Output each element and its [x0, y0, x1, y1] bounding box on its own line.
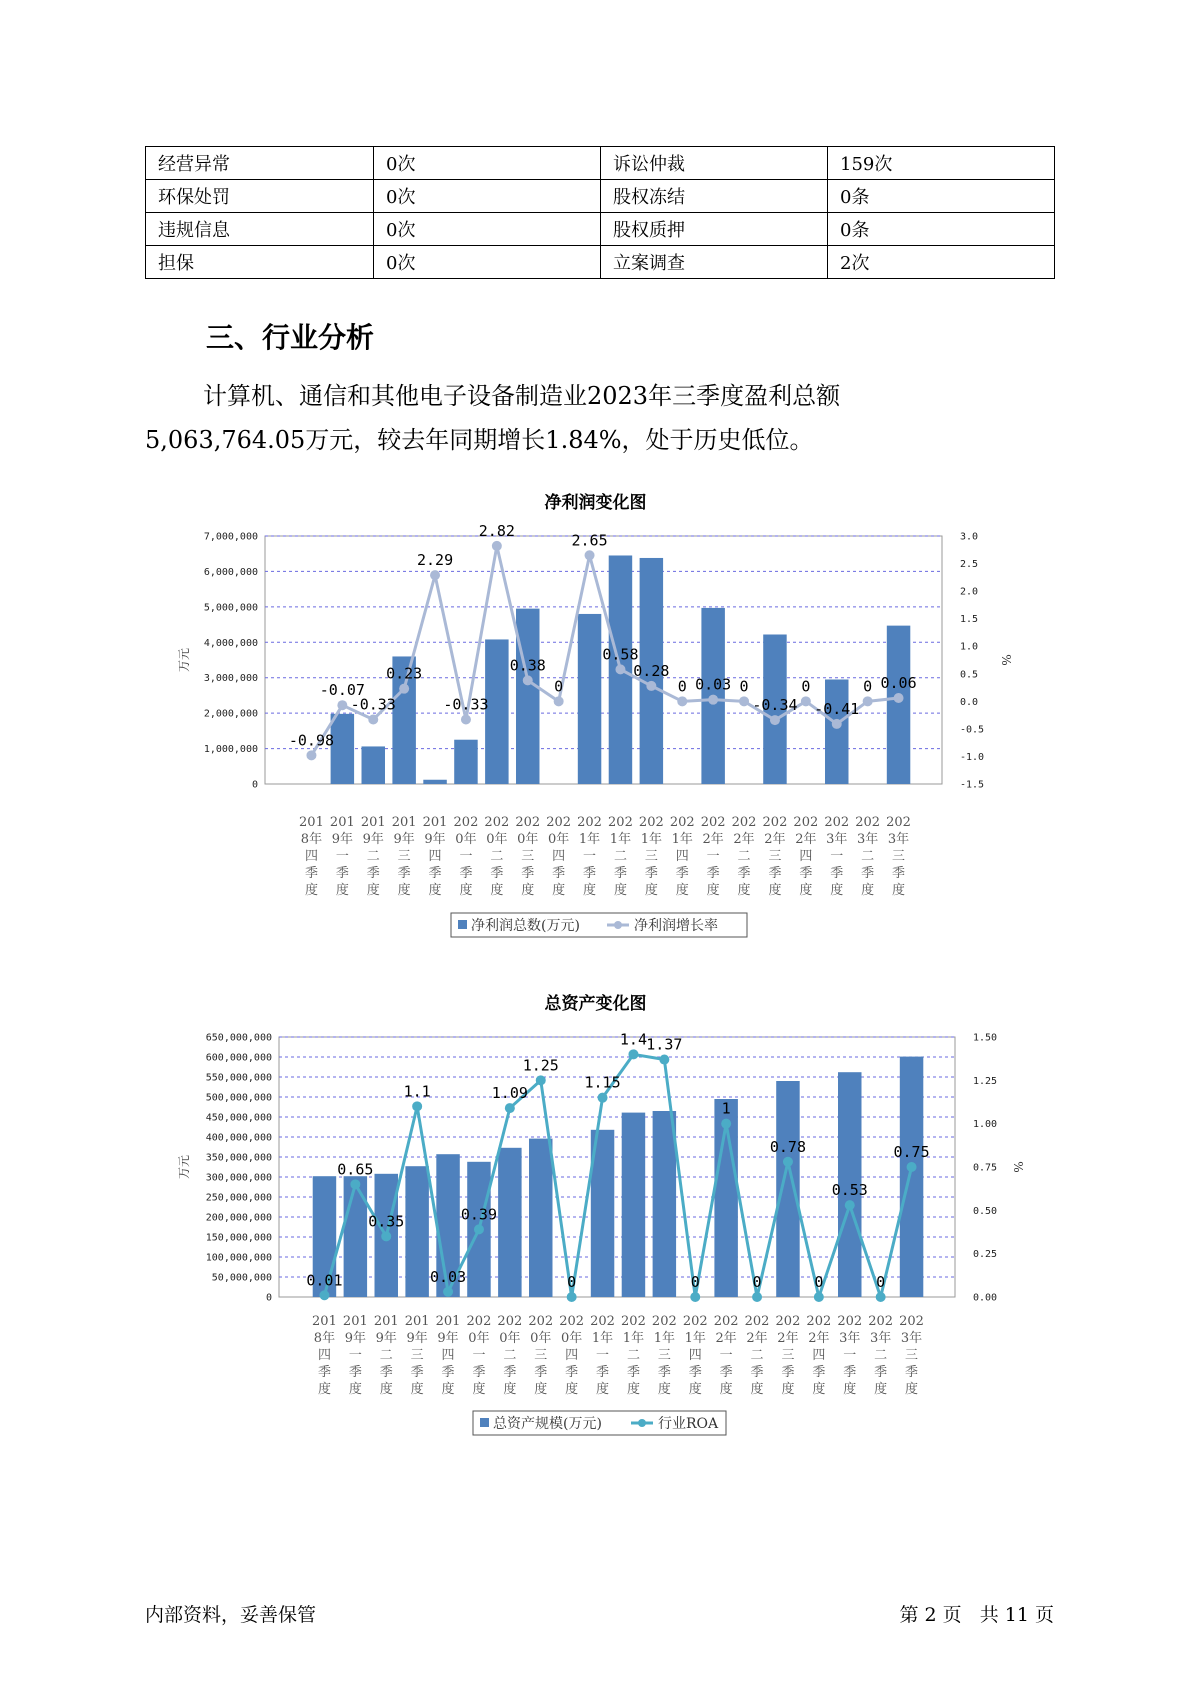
data-label: 0.53: [831, 1181, 868, 1200]
y2-tick-label: 1.00: [973, 1119, 998, 1131]
x-tick-label: 202 2年二季度: [731, 815, 757, 898]
line-point: [319, 1290, 329, 1300]
data-label: 0.03: [429, 1267, 467, 1286]
line-point: [907, 1162, 917, 1172]
y-tick-label: 250,000,000: [205, 1192, 272, 1204]
x-tick-label: 201 9年二季度: [360, 815, 386, 898]
line-point: [337, 700, 347, 710]
bar: [454, 740, 477, 784]
table-cell: 立案调查: [601, 246, 828, 279]
line-point: [801, 696, 811, 706]
x-tick-label: 202 3年三季度: [886, 815, 911, 898]
data-label: 0.58: [602, 645, 639, 664]
table-cell: 0条: [828, 213, 1055, 246]
table-row: [146, 180, 1055, 213]
data-label: 0.75: [893, 1143, 930, 1161]
table-row: [146, 246, 1055, 279]
x-tick-label: 202 0年三季度: [528, 1314, 554, 1397]
legend-bar-swatch: [458, 920, 467, 929]
bar: [485, 639, 508, 784]
y2-tick-label: 1.25: [973, 1075, 998, 1087]
table-cell: 违规信息: [146, 213, 374, 246]
legend-line-marker: [638, 1419, 646, 1427]
x-tick-label: 201 8年四季度: [299, 815, 324, 898]
risk-info-table: [145, 146, 1055, 279]
table-cell: 环保处罚: [146, 180, 374, 213]
line-point: [306, 750, 316, 760]
data-label: 0: [814, 1273, 824, 1291]
x-tick-label: 201 8年四季度: [312, 1314, 337, 1397]
data-label: 0: [554, 677, 564, 696]
y-tick-label: 50,000,000: [211, 1272, 272, 1284]
y2-axis-title: %: [999, 654, 1013, 666]
data-label: 0.23: [386, 664, 423, 683]
table-cell: 159次: [828, 147, 1055, 180]
line-point: [894, 693, 904, 703]
y2-tick-label: 2.5: [960, 559, 979, 571]
data-label: 2.65: [571, 531, 608, 550]
line-point: [752, 1292, 762, 1302]
data-label: 2.29: [416, 551, 454, 570]
y2-tick-label: -1.0: [960, 751, 985, 763]
data-label: 0.78: [769, 1137, 807, 1156]
footer-confidential-note: 内部资料，妥善保管: [145, 1604, 317, 1626]
data-label: 0: [677, 677, 687, 696]
y-tick-label: 500,000,000: [205, 1092, 272, 1104]
bar: [900, 1057, 923, 1297]
bar: [653, 1111, 676, 1297]
x-tick-label: 202 3年一季度: [837, 1314, 863, 1397]
chart-title: 总资产变化图: [544, 994, 647, 1014]
x-tick-label: 201 9年一季度: [342, 1314, 368, 1397]
x-tick-label: 202 2年二季度: [744, 1314, 770, 1397]
legend-bar-swatch: [480, 1418, 489, 1427]
data-label: 0: [801, 677, 811, 696]
line-point: [443, 1287, 453, 1297]
x-tick-label: 202 0年二季度: [484, 815, 510, 898]
line-point: [554, 696, 564, 706]
line-point: [783, 1157, 793, 1167]
data-label: 0: [567, 1273, 577, 1291]
line-point: [739, 696, 749, 706]
y-tick-label: 3,000,000: [203, 673, 258, 685]
data-label: 0: [690, 1273, 700, 1291]
x-tick-label: 201 9年四季度: [422, 815, 448, 898]
table-cell: 股权质押: [601, 213, 828, 246]
data-label: -0.34: [752, 696, 798, 715]
line-point: [598, 1093, 608, 1103]
bar: [887, 626, 910, 784]
y-tick-label: 0: [265, 1292, 272, 1304]
x-tick-label: 202 0年三季度: [515, 815, 541, 898]
bar: [331, 714, 354, 784]
chart-svg: [0, 484, 1191, 944]
y2-tick-label: 1.0: [960, 641, 979, 653]
y-axis-title: 万元: [177, 1154, 191, 1180]
bar: [498, 1148, 521, 1297]
paragraph-line: 5,063,764.05万元，较去年同期增长1.84%，处于历史低位。: [145, 426, 814, 454]
line-point: [832, 719, 842, 729]
line-point: [677, 696, 687, 706]
line-point: [721, 1119, 731, 1129]
data-label: 0: [752, 1273, 762, 1291]
y-tick-label: 6,000,000: [203, 566, 258, 578]
bar: [516, 609, 539, 784]
bar: [622, 1113, 645, 1297]
legend-label: 总资产规模(万元): [493, 1416, 602, 1432]
y-tick-label: 100,000,000: [205, 1252, 272, 1264]
line-point: [430, 570, 440, 580]
data-label: 0.03: [695, 675, 732, 694]
data-label: 0.39: [460, 1205, 498, 1224]
line-point: [399, 684, 409, 694]
x-tick-label: 202 3年二季度: [855, 815, 881, 898]
line-point: [770, 715, 780, 725]
data-label: 0.28: [633, 661, 670, 680]
y2-tick-label: 0.0: [960, 696, 979, 708]
line-point: [474, 1224, 484, 1234]
data-label: 0: [876, 1273, 886, 1291]
line-point: [381, 1231, 391, 1241]
y2-tick-label: 1.5: [960, 614, 979, 626]
y2-tick-label: -0.5: [960, 724, 985, 736]
y-tick-label: 550,000,000: [205, 1072, 272, 1084]
data-label: 1.1: [403, 1082, 431, 1101]
line-point: [585, 550, 595, 560]
line-point: [708, 695, 718, 705]
table-cell: 担保: [146, 246, 374, 279]
x-tick-label: 202 1年二季度: [608, 815, 633, 898]
bar: [776, 1081, 799, 1297]
y2-tick-label: 0.5: [960, 669, 979, 681]
bar: [578, 614, 601, 784]
y-tick-label: 2,000,000: [203, 708, 258, 720]
y-tick-label: 200,000,000: [205, 1212, 272, 1224]
x-tick-label: 202 3年三季度: [899, 1314, 924, 1397]
table-cell: 0条: [828, 180, 1055, 213]
data-label: 0.01: [306, 1271, 343, 1290]
y-tick-label: 300,000,000: [205, 1172, 272, 1184]
x-tick-label: 202 0年四季度: [559, 1314, 585, 1397]
x-tick-label: 202 0年四季度: [546, 815, 572, 898]
table-cell: 0次: [374, 213, 601, 246]
data-label: 2.82: [478, 521, 515, 540]
x-tick-label: 202 2年一季度: [700, 815, 726, 898]
paragraph-line: 计算机、通信和其他电子设备制造业2023年三季度盈利总额: [203, 382, 841, 410]
table-cell: 诉讼仲裁: [601, 147, 828, 180]
x-tick-label: 202 1年一季度: [577, 815, 602, 898]
x-tick-label: 202 2年三季度: [762, 815, 788, 898]
x-tick-label: 202 0年一季度: [453, 815, 479, 898]
line-point: [814, 1292, 824, 1302]
x-tick-label: 202 2年四季度: [793, 815, 819, 898]
total-assets-chart: [0, 982, 1191, 1442]
bar: [825, 679, 848, 784]
y-axis-title: 万元: [177, 647, 191, 673]
chart-title: 净利润变化图: [544, 493, 647, 513]
y-tick-label: 450,000,000: [205, 1112, 272, 1124]
x-tick-label: 201 9年二季度: [373, 1314, 399, 1397]
y-tick-label: 150,000,000: [205, 1232, 272, 1244]
chart-svg: [0, 982, 1191, 1442]
line-point: [646, 681, 656, 691]
bar: [423, 780, 446, 784]
data-label: 0.35: [368, 1212, 405, 1231]
bar: [362, 746, 385, 784]
x-tick-label: 201 9年一季度: [329, 815, 355, 898]
legend-label: 行业ROA: [658, 1416, 719, 1432]
table-cell: 股权冻结: [601, 180, 828, 213]
data-label: 1: [721, 1099, 731, 1118]
x-tick-label: 202 2年三季度: [775, 1314, 801, 1397]
x-tick-label: 202 1年四季度: [669, 815, 695, 898]
line-point: [461, 715, 471, 725]
data-label: 1.37: [646, 1035, 683, 1054]
data-label: 0: [863, 677, 873, 696]
data-label: -0.33: [350, 695, 396, 714]
x-tick-label: 201 9年四季度: [435, 1314, 461, 1397]
data-label: 0.38: [509, 656, 546, 675]
bar: [529, 1139, 552, 1297]
table-cell: 2次: [828, 246, 1055, 279]
x-tick-label: 202 1年一季度: [590, 1314, 615, 1397]
bar: [344, 1176, 367, 1297]
analysis-paragraph: [145, 374, 945, 462]
data-label: 0: [739, 677, 749, 696]
y-tick-label: 0: [251, 779, 258, 791]
line-point: [505, 1103, 515, 1113]
legend-label: 净利润总数(万元): [471, 918, 580, 934]
y-tick-label: 7,000,000: [203, 531, 258, 543]
y2-tick-label: 0.25: [973, 1249, 998, 1261]
line-point: [845, 1200, 855, 1210]
data-label: -0.07: [319, 681, 365, 700]
y2-axis-title: %: [1011, 1161, 1025, 1173]
y2-tick-label: 0.00: [973, 1292, 998, 1304]
line-point: [567, 1292, 577, 1302]
bar: [405, 1166, 428, 1297]
x-tick-label: 201 9年三季度: [391, 815, 417, 898]
line-point: [659, 1055, 669, 1065]
line-point: [412, 1101, 422, 1111]
legend-line-marker: [614, 921, 622, 929]
x-tick-label: 202 0年一季度: [466, 1314, 492, 1397]
x-tick-label: 202 1年四季度: [682, 1314, 708, 1397]
table-row: [146, 213, 1055, 246]
line-point: [492, 541, 502, 551]
table-row: [146, 147, 1055, 180]
y-tick-label: 5,000,000: [203, 602, 258, 614]
y-tick-label: 4,000,000: [203, 637, 258, 649]
data-label: -0.33: [443, 695, 489, 714]
y2-tick-label: -1.5: [960, 779, 985, 791]
data-label: 1.09: [491, 1084, 528, 1103]
net-profit-chart: [0, 484, 1191, 944]
line-point: [690, 1292, 700, 1302]
line-point: [536, 1075, 546, 1085]
x-tick-label: 201 9年三季度: [404, 1314, 430, 1397]
x-tick-label: 202 3年一季度: [824, 815, 850, 898]
data-label: 0.65: [337, 1160, 374, 1179]
legend-label: 净利润增长率: [634, 918, 718, 934]
line-point: [876, 1292, 886, 1302]
y2-tick-label: 2.0: [960, 586, 979, 598]
y-tick-label: 400,000,000: [205, 1132, 272, 1144]
line-point: [615, 664, 625, 674]
x-tick-label: 202 0年二季度: [497, 1314, 523, 1397]
y2-tick-label: 1.50: [973, 1032, 998, 1044]
line-point: [628, 1049, 638, 1059]
x-tick-label: 202 2年四季度: [806, 1314, 832, 1397]
table-cell: 0次: [374, 147, 601, 180]
y2-tick-label: 0.75: [973, 1162, 998, 1174]
line-point: [863, 696, 873, 706]
line-point: [523, 675, 533, 685]
data-label: 1.25: [522, 1056, 559, 1075]
y2-tick-label: 0.50: [973, 1205, 998, 1217]
y2-tick-label: 3.0: [960, 531, 979, 543]
line-point: [368, 715, 378, 725]
table-cell: 0次: [374, 180, 601, 213]
y-tick-label: 600,000,000: [205, 1052, 272, 1064]
line-point: [350, 1179, 360, 1189]
x-tick-label: 202 1年二季度: [621, 1314, 646, 1397]
section-heading: 三、行业分析: [206, 321, 375, 354]
y-tick-label: 350,000,000: [205, 1152, 272, 1164]
data-label: -0.98: [288, 731, 335, 750]
x-tick-label: 202 1年三季度: [651, 1314, 677, 1397]
x-tick-label: 202 3年二季度: [868, 1314, 894, 1397]
x-tick-label: 202 2年一季度: [713, 1314, 739, 1397]
table-cell: 经营异常: [146, 147, 374, 180]
footer-page-number: 第 2 页 共 11 页: [899, 1604, 1054, 1626]
x-tick-label: 202 1年三季度: [638, 815, 664, 898]
data-label: 0.06: [880, 674, 917, 693]
data-label: -0.41: [814, 699, 860, 718]
y-tick-label: 1,000,000: [203, 744, 258, 756]
y-tick-label: 650,000,000: [205, 1032, 272, 1044]
table-cell: 0次: [374, 246, 601, 279]
data-label: 1.15: [584, 1073, 621, 1092]
data-label: 1.4: [619, 1030, 647, 1049]
